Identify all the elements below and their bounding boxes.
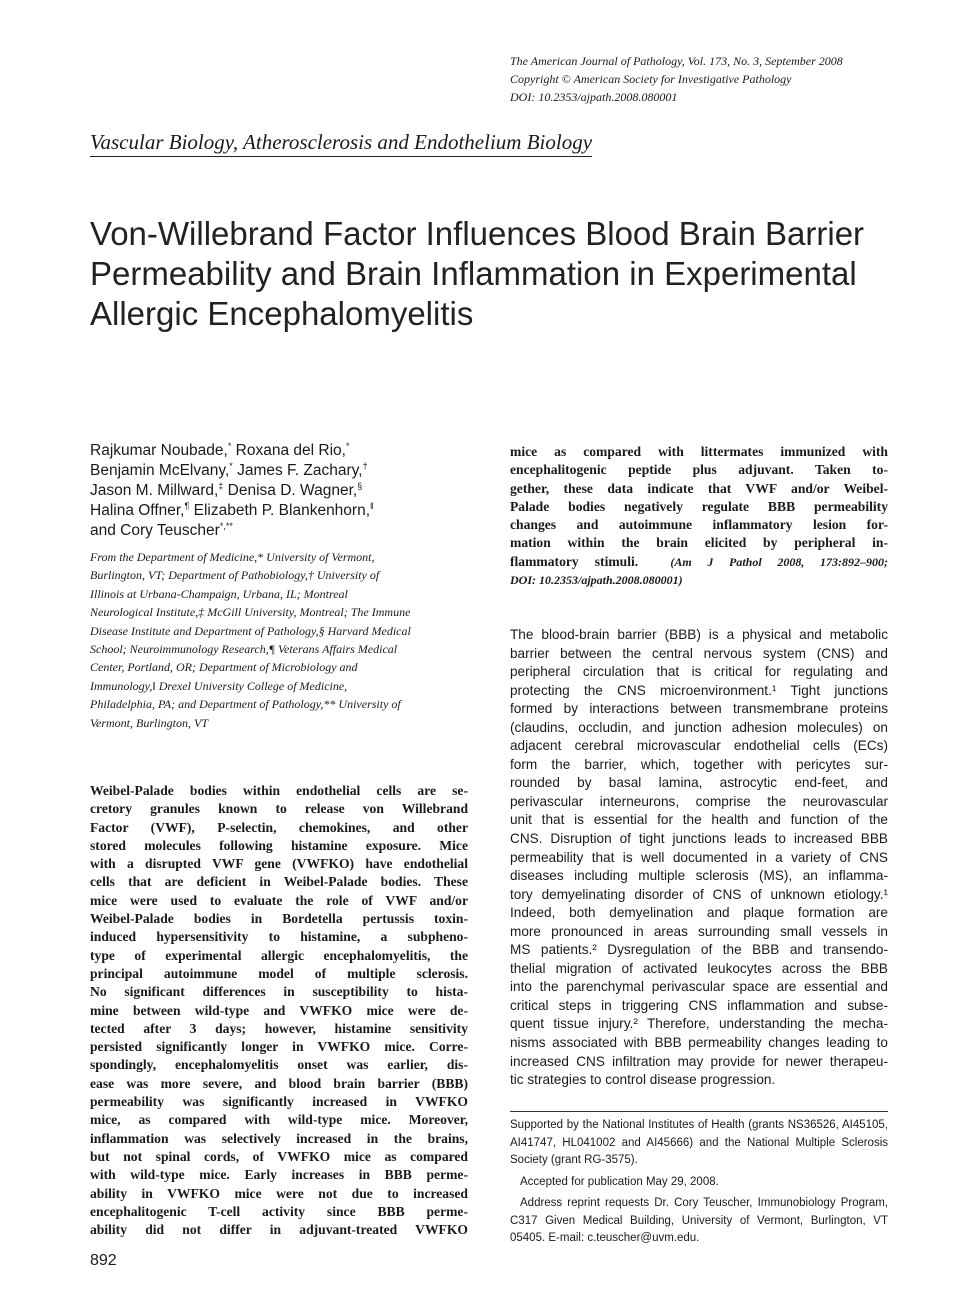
journal-header <box>510 52 910 106</box>
abstract-line: No significant differences in susceptibility to hista- <box>90 984 468 1000</box>
intro-line: tic strategies to control disease progression. <box>510 1072 776 1088</box>
abstract-line: mice, as compared with wild-type mice. Moreover, <box>90 1112 468 1128</box>
abstract-line: induced hypersensitivity to histamine, a subpheno- <box>90 929 468 945</box>
footnote-reprint: C317 Given Medical Building, University of Vermont, Burlington, VT <box>510 1214 888 1227</box>
intro-line: form the barrier, which, together with pericytes sur- <box>510 756 888 772</box>
intro-line: diseases including multiple sclerosis (MS), an inflamma- <box>510 868 888 884</box>
author-name: Elizabeth P. Blankenhorn, <box>189 502 371 519</box>
article-citation-doi: DOI: 10.2353/ajpath.2008.080001) <box>510 573 683 588</box>
abstract-line: Factor (VWF), P-selectin, chemokines, and other <box>90 819 468 835</box>
author-list <box>90 441 490 541</box>
intro-line: formed by interactions between transmembrane proteins <box>510 701 888 717</box>
affiliation-mark: ¶ <box>184 501 190 511</box>
intro-line: critical steps in triggering CNS inflammation and subse- <box>510 997 888 1013</box>
intro-line: (claudins, occludin, and junction adhesion molecules) on <box>510 719 888 735</box>
affiliation-line: Disease Institute and Department of Pathology,§ Harvard Medical <box>90 623 411 638</box>
affiliation-line: School; Neuroimmunology Research,¶ Veterans Affairs Medical <box>90 642 398 657</box>
abstract-line: persisted significantly longer in VWFKO mice. Corre- <box>90 1039 468 1055</box>
footnote-reprint: Address reprint requests Dr. Cory Teuscher, Immunobiology Program, <box>520 1197 888 1209</box>
intro-line: unit that is essential for the health and function of the <box>510 812 888 828</box>
intro-line: CNS. Disruption of tight junctions leads to increased BBB <box>510 831 888 847</box>
footnote-support: Supported by the National Institutes of Health (grants NS36526, AI45105, <box>510 1119 888 1131</box>
footnotes <box>510 1117 888 1248</box>
affiliation-mark: § <box>357 481 363 491</box>
author-name: Benjamin McElvany, <box>90 462 230 479</box>
abstract-line: stored molecules following histamine exposure. Mice <box>90 837 468 853</box>
author-name: Denisa D. Wagner, <box>223 482 358 499</box>
affiliation-line: Neurological Institute,‡ McGill University, Montreal; The Immune <box>90 605 411 620</box>
footnote-divider <box>510 1111 888 1112</box>
intro-line: MS patients.² Dysregulation of the BBB and transendo- <box>510 942 888 958</box>
intro-line: into the parenchymal perivascular space are essential and <box>510 979 888 995</box>
author-line <box>90 461 490 481</box>
abstract-line: ability in VWFKO mice were not due to increased <box>90 1185 468 1201</box>
intro-line: nisms associated with BBB permeability changes leading to <box>510 1035 888 1051</box>
title-line: Allergic Encephalomyelitis <box>90 295 474 332</box>
abstract-line: encephalitogenic T-cell activity since BBB perme- <box>90 1203 468 1219</box>
affiliation-line: Philadelphia, PA; and Department of Pathology,** University of <box>90 697 401 712</box>
affiliation-line: Immunology,‖ Drexel University College of Medicine, <box>90 678 348 693</box>
footnote-support: Society (grant RG-3575). <box>510 1154 638 1166</box>
abstract-line: mine between wild-type and VWFKO mice were de- <box>90 1002 468 1018</box>
footnote-reprint: 05405. E-mail: c.teuscher@uvm.edu. <box>510 1232 700 1244</box>
abstract-line: type of experimental allergic encephalomyelitis, the <box>90 947 468 963</box>
affiliation-line: Vermont, Burlington, VT <box>90 715 209 730</box>
abstract-line: mice were used to evaluate the role of VWF and/or <box>90 892 468 908</box>
author-line <box>90 481 490 501</box>
affiliations <box>90 548 490 732</box>
affiliation-mark: † <box>362 461 368 471</box>
intro-line: protecting the CNS microenvironment.¹ Tight junctions <box>510 682 888 698</box>
affiliation-mark: * <box>229 461 233 471</box>
article-citation: (Am J Pathol 2008, 173:892–900; <box>670 554 889 569</box>
intro-line: perivascular interneurons, comprise the neurovascular <box>510 793 888 809</box>
abstract-line: Weibel-Palade bodies in Bordetella pertussis toxin- <box>90 911 468 927</box>
affiliation-line: Illinois at Urbana-Champaign, Urbana, IL; Montreal <box>90 586 348 601</box>
abstract-line: ability did not differ in adjuvant-treated VWFKO <box>90 1222 468 1238</box>
abstract-line: but not spinal cords, of VWFKO mice as compared <box>90 1148 468 1164</box>
abstract-line: permeability was significantly increased in VWFKO <box>90 1094 468 1110</box>
abstract-line: inflammation was selectively increased in the brains, <box>90 1130 468 1146</box>
journal-doi: DOI: 10.2353/ajpath.2008.080001 <box>510 90 678 104</box>
author-line <box>90 501 490 521</box>
intro-line: barrier between the central nervous system (CNS) and <box>510 645 888 661</box>
author-name: James F. Zachary, <box>232 462 363 479</box>
affiliation-mark: * <box>227 441 232 451</box>
author-line <box>90 441 490 461</box>
abstract-line: changes and autoimmune inflammatory lesion for- <box>510 517 888 533</box>
abstract-line: spondingly, encephalomyelitis onset was earlier, dis- <box>90 1057 468 1073</box>
author-name: Rajkumar Noubade, <box>90 442 228 459</box>
abstract-line: with wild-type mice. Early increases in BBB perme- <box>90 1167 468 1183</box>
abstract-line: cretory granules known to release von Willebrand <box>90 801 468 817</box>
title-line: Permeability and Brain Inflammation in Experimental <box>90 255 857 292</box>
title-line: Von-Willebrand Factor Influences Blood Brain Barrier <box>90 215 865 252</box>
affiliation-line: From the Department of Medicine,* University of Vermont, <box>90 550 375 564</box>
intro-line: thelial migration of activated leukocytes across the BBB <box>510 960 888 976</box>
abstract-line: encephalitogenic peptide plus adjuvant. Taken to- <box>510 462 888 478</box>
abstract-line: gether, these data indicate that VWF and/or Weibel- <box>510 480 888 496</box>
abstract-line: cells that are deficient in Weibel-Palade bodies. These <box>90 874 468 890</box>
abstract-line: mice as compared with littermates immunized with <box>510 444 888 459</box>
introduction-text <box>510 626 888 1090</box>
article-title <box>90 214 910 334</box>
affiliation-line: Center, Portland, OR; Department of Microbiology and <box>90 660 358 675</box>
footnote-accepted: Accepted for publication May 29, 2008. <box>520 1175 719 1188</box>
intro-line: more pronounced in areas surrounding small vessels in <box>510 923 888 939</box>
intro-line: quent tissue injury.² Therefore, understanding the mecha- <box>510 1016 888 1032</box>
section-heading: Vascular Biology, Atherosclerosis and Endothelium Biology <box>90 130 592 157</box>
abstract-line: with a disrupted VWF gene (VWFKO) have endothelial <box>90 856 468 872</box>
footnote-support: AI41747, HL041002 and AI45666) and the National Multiple Sclerosis <box>510 1136 888 1149</box>
intro-line: peripheral circulation that is critical for regulating and <box>510 664 888 680</box>
journal-citation: The American Journal of Pathology, Vol. 173, No. 3, September 2008 <box>510 54 843 68</box>
intro-line: The blood-brain barrier (BBB) is a physical and metabolic <box>510 627 888 642</box>
page-number: 892 <box>90 1252 117 1269</box>
author-name: and Cory Teuscher <box>90 522 220 539</box>
affiliation-mark: *,** <box>219 521 233 531</box>
author-name: Roxana del Rio, <box>231 442 346 459</box>
author-name: Jason M. Millward, <box>90 482 219 499</box>
abstract-left-column <box>90 782 468 1239</box>
intro-line: tory demyelinating disorder of CNS of unknown etiology.¹ <box>510 886 888 902</box>
intro-line: rounded by basal lamina, astrocytic end-feet, and <box>510 775 888 791</box>
abstract-line: Palade bodies negatively regulate BBB permeability <box>510 498 888 514</box>
abstract-line <box>510 553 888 571</box>
affiliation-mark: ‡ <box>218 481 224 491</box>
journal-copyright: Copyright © American Society for Investigative Pathology <box>510 72 792 86</box>
intro-line: adjacent cerebral microvascular endothelial cells (ECs) <box>510 738 888 754</box>
affiliation-line: Burlington, VT; Department of Pathobiology,† University of <box>90 568 380 583</box>
intro-line: increased CNS infiltration may provide for newer therapeu- <box>510 1053 888 1069</box>
abstract-text: flammatory stimuli. <box>510 553 639 569</box>
abstract-line: mation within the brain elicited by peripheral in- <box>510 535 888 551</box>
abstract-line: Weibel-Palade bodies within endothelial cells are se- <box>90 783 468 798</box>
author-line <box>90 521 490 541</box>
intro-line: permeability that is well documented in a variety of CNS <box>510 849 888 865</box>
author-name: Halina Offner, <box>90 502 185 519</box>
abstract-line: principal autoimmune model of multiple sclerosis. <box>90 965 468 981</box>
abstract-line: ease was more severe, and blood brain barrier (BBB) <box>90 1075 468 1091</box>
abstract-line: tected after 3 days; however, histamine sensitivity <box>90 1020 468 1036</box>
affiliation-mark: ‖ <box>370 501 374 511</box>
affiliation-mark: * <box>345 441 350 451</box>
intro-line: Indeed, both demyelination and plaque formation are <box>510 905 888 921</box>
abstract-right-column <box>510 443 888 589</box>
